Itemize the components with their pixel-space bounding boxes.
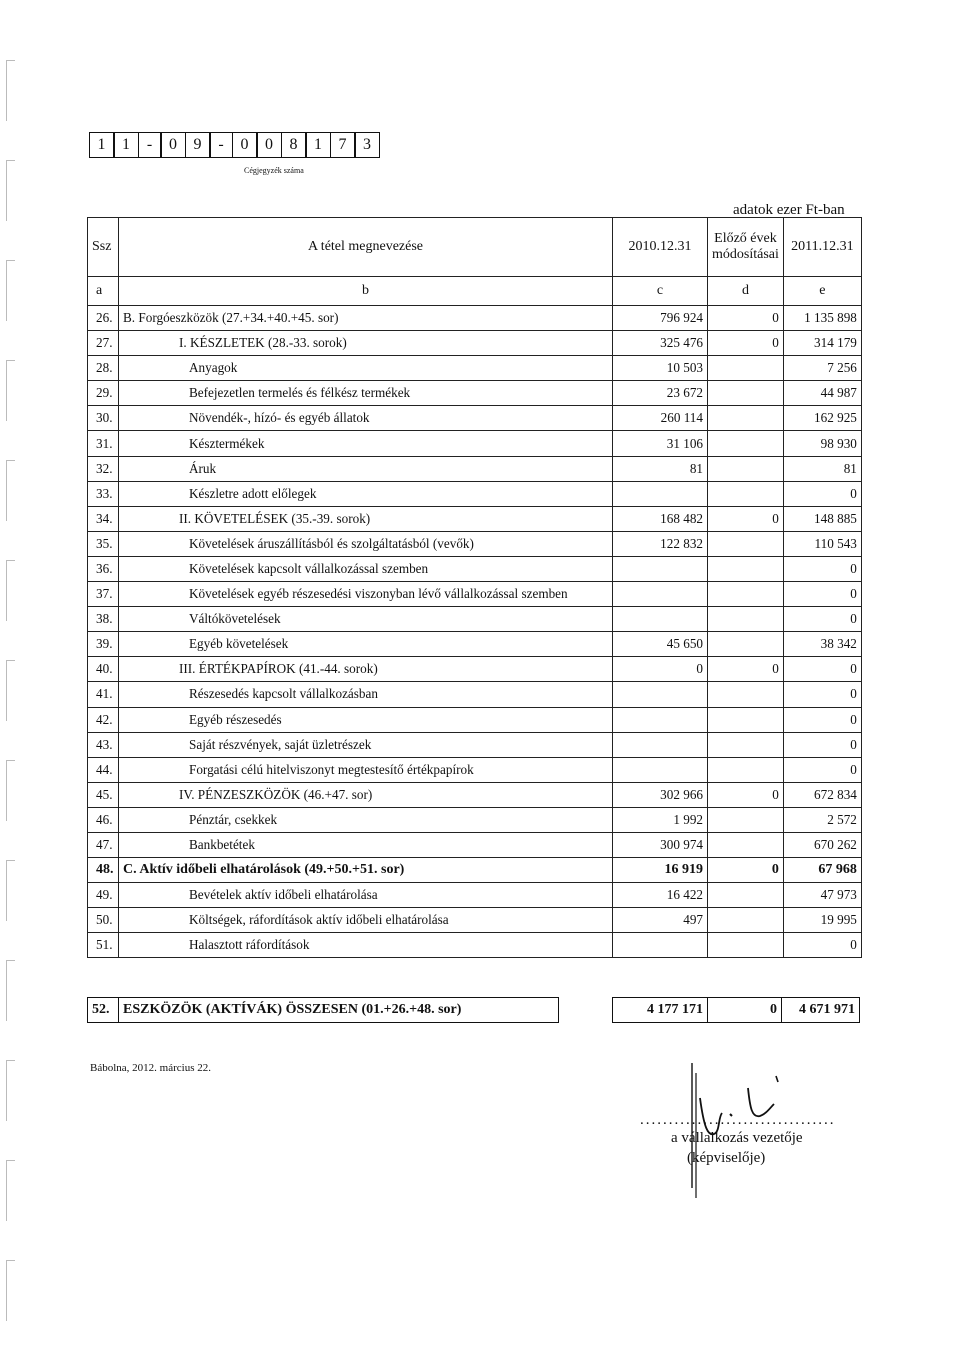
value-2011: 38 342 (783, 632, 861, 657)
value-2011: 314 179 (783, 331, 861, 356)
name-cell: Költségek, ráfordítások aktív időbeli elhatárolása (119, 908, 613, 933)
value-2011: 0 (783, 682, 861, 707)
ssz-cell: 32. (88, 456, 119, 481)
value-modification (708, 757, 784, 782)
table-row (88, 431, 862, 456)
name-cell: Áruk (119, 456, 613, 481)
table-row (88, 531, 862, 556)
table-row (88, 782, 862, 807)
place-date: Bábolna, 2012. március 22. (90, 1062, 211, 1074)
name-cell: I. KÉSZLETEK (28.-33. sorok) (119, 331, 613, 356)
value-2011: 672 834 (783, 782, 861, 807)
table-row (88, 832, 862, 857)
header-name: A tétel megnevezése (119, 218, 613, 277)
value-2011: 7 256 (783, 356, 861, 381)
value-2010: 45 650 (613, 632, 708, 657)
name-cell: Készletre adott előlegek (119, 481, 613, 506)
ssz-cell: 28. (88, 356, 119, 381)
table-row (88, 883, 862, 908)
total-col-c: 4 177 171 (613, 998, 708, 1023)
value-2011: 0 (783, 707, 861, 732)
header-col-e: 2011.12.31 (783, 218, 861, 277)
table-row (88, 506, 862, 531)
value-2011: 0 (783, 933, 861, 958)
registration-caption: Cégjegyzék száma (244, 166, 304, 175)
value-modification (708, 481, 784, 506)
signature-dots: .................................. (640, 1112, 836, 1128)
ssz-cell: 42. (88, 707, 119, 732)
total-col-e: 4 671 971 (782, 998, 860, 1023)
registration-digit: - (138, 132, 162, 158)
ssz-cell: 30. (88, 406, 119, 431)
name-cell: Követelések kapcsolt vállalkozással szemben (119, 556, 613, 581)
value-modification (708, 356, 784, 381)
name-cell: Bankbetétek (119, 832, 613, 857)
table-row (88, 732, 862, 757)
value-modification (708, 406, 784, 431)
value-modification: 0 (708, 306, 784, 331)
registration-digit: - (209, 132, 233, 158)
name-cell: Késztermékek (119, 431, 613, 456)
ssz-cell: 46. (88, 807, 119, 832)
ssz-cell: 37. (88, 582, 119, 607)
total-row (88, 998, 860, 1023)
header-ssz: Ssz (88, 218, 119, 277)
unit-note: adatok ezer Ft-ban (733, 202, 845, 218)
name-cell: Növendék-, hízó- és egyéb állatok (119, 406, 613, 431)
header-col-d-line2: módosításai (712, 247, 779, 262)
value-2011: 44 987 (783, 381, 861, 406)
value-modification (708, 556, 784, 581)
name-cell: Anyagok (119, 356, 613, 381)
value-2010 (613, 556, 708, 581)
table-row (88, 657, 862, 682)
table-row (88, 456, 862, 481)
letter-b: b (119, 277, 613, 306)
value-modification (708, 732, 784, 757)
total-name: ESZKÖZÖK (AKTÍVÁK) ÖSSZESEN (01.+26.+48. sor) (119, 998, 559, 1023)
value-modification (708, 832, 784, 857)
name-cell: Pénztár, csekkek (119, 807, 613, 832)
table-row (88, 682, 862, 707)
ssz-cell: 35. (88, 531, 119, 556)
ssz-cell: 40. (88, 657, 119, 682)
value-2010 (613, 582, 708, 607)
value-modification: 0 (708, 858, 784, 883)
ssz-cell: 38. (88, 607, 119, 632)
value-2010: 16 422 (613, 883, 708, 908)
value-modification (708, 807, 784, 832)
value-2011: 0 (783, 607, 861, 632)
table-row (88, 556, 862, 581)
table-row (88, 481, 862, 506)
value-2010: 168 482 (613, 506, 708, 531)
value-modification (708, 456, 784, 481)
value-modification (708, 682, 784, 707)
name-cell: C. Aktív időbeli elhatárolások (49.+50.+51. sor) (119, 858, 613, 883)
value-modification (708, 908, 784, 933)
letter-d: d (708, 277, 784, 306)
value-modification (708, 431, 784, 456)
value-2011: 0 (783, 732, 861, 757)
name-cell: Halasztott ráfordítások (119, 933, 613, 958)
ssz-cell: 31. (88, 431, 119, 456)
name-cell: Követelések áruszállításból és szolgáltatásból (vevők) (119, 531, 613, 556)
value-modification: 0 (708, 782, 784, 807)
value-2011: 0 (783, 657, 861, 682)
value-modification (708, 607, 784, 632)
ssz-cell: 50. (88, 908, 119, 933)
table-row (88, 807, 862, 832)
column-letters-row (88, 277, 862, 306)
total-gap (559, 998, 613, 1023)
table-row (88, 406, 862, 431)
letter-a: a (88, 277, 119, 306)
value-modification: 0 (708, 331, 784, 356)
value-2011: 47 973 (783, 883, 861, 908)
header-col-d-line1: Előző évek (714, 231, 777, 246)
name-cell: Váltókövetelések (119, 607, 613, 632)
value-2010 (613, 732, 708, 757)
table-row (88, 933, 862, 958)
value-2010: 23 672 (613, 381, 708, 406)
registration-digit: 8 (281, 132, 307, 158)
ssz-cell: 45. (88, 782, 119, 807)
registration-digit: 1 (113, 132, 139, 158)
signature-line1: a vállalkozás vezetője (671, 1130, 803, 1146)
value-2010: 300 974 (613, 832, 708, 857)
name-cell: Bevételek aktív időbeli elhatárolása (119, 883, 613, 908)
value-2010 (613, 757, 708, 782)
ssz-cell: 36. (88, 556, 119, 581)
total-ssz: 52. (88, 998, 119, 1023)
table-row (88, 331, 862, 356)
registration-digit: 0 (256, 132, 282, 158)
ssz-cell: 49. (88, 883, 119, 908)
value-2011: 148 885 (783, 506, 861, 531)
registration-digit: 3 (354, 132, 380, 158)
balance-sheet-table (87, 217, 862, 958)
value-2010: 16 919 (613, 858, 708, 883)
value-modification (708, 933, 784, 958)
value-2010: 497 (613, 908, 708, 933)
value-modification (708, 582, 784, 607)
table-row (88, 707, 862, 732)
value-2011: 2 572 (783, 807, 861, 832)
value-2010: 1 992 (613, 807, 708, 832)
value-2011: 670 262 (783, 832, 861, 857)
value-2010: 122 832 (613, 531, 708, 556)
letter-c: c (613, 277, 708, 306)
value-modification (708, 632, 784, 657)
ssz-cell: 34. (88, 506, 119, 531)
value-2011: 0 (783, 481, 861, 506)
value-2010 (613, 481, 708, 506)
value-2010: 302 966 (613, 782, 708, 807)
ssz-cell: 33. (88, 481, 119, 506)
name-cell: Részesedés kapcsolt vállalkozásban (119, 682, 613, 707)
ssz-cell: 39. (88, 632, 119, 657)
registration-digit: 0 (232, 132, 258, 158)
name-cell: Befejezetlen termelés és félkész termékek (119, 381, 613, 406)
ssz-cell: 26. (88, 306, 119, 331)
value-2010 (613, 933, 708, 958)
value-2011: 0 (783, 582, 861, 607)
value-2010: 260 114 (613, 406, 708, 431)
value-2011: 1 135 898 (783, 306, 861, 331)
name-cell: Egyéb részesedés (119, 707, 613, 732)
total-col-d: 0 (708, 998, 782, 1023)
ssz-cell: 48. (88, 858, 119, 883)
table-row (88, 858, 862, 883)
total-row-table (87, 997, 860, 1023)
value-2011: 0 (783, 556, 861, 581)
value-modification (708, 531, 784, 556)
table-header-row (88, 218, 862, 277)
registration-digit: 1 (89, 132, 115, 158)
table-row (88, 607, 862, 632)
table-row (88, 757, 862, 782)
registration-digit: 9 (185, 132, 211, 158)
ssz-cell: 51. (88, 933, 119, 958)
table-row (88, 582, 862, 607)
ssz-cell: 43. (88, 732, 119, 757)
name-cell: Egyéb követelések (119, 632, 613, 657)
value-2010: 81 (613, 456, 708, 481)
header-col-d (708, 218, 784, 277)
value-2010: 0 (613, 657, 708, 682)
signature-line2: (képviselője) (687, 1150, 766, 1166)
name-cell: II. KÖVETELÉSEK (35.-39. sorok) (119, 506, 613, 531)
table-row (88, 381, 862, 406)
value-2011: 162 925 (783, 406, 861, 431)
table-row (88, 356, 862, 381)
ssz-cell: 47. (88, 832, 119, 857)
registration-digit: 0 (160, 132, 186, 158)
table-row (88, 632, 862, 657)
value-modification (708, 707, 784, 732)
value-2011: 81 (783, 456, 861, 481)
ssz-cell: 44. (88, 757, 119, 782)
value-2011: 0 (783, 757, 861, 782)
value-2010 (613, 607, 708, 632)
name-cell: Forgatási célú hitelviszonyt megtestesítő értékpapírok (119, 757, 613, 782)
value-modification (708, 381, 784, 406)
value-2010: 796 924 (613, 306, 708, 331)
value-2010: 325 476 (613, 331, 708, 356)
ssz-cell: 41. (88, 682, 119, 707)
name-cell: III. ÉRTÉKPAPÍROK (41.-44. sorok) (119, 657, 613, 682)
registration-digit: 1 (305, 132, 331, 158)
header-col-c: 2010.12.31 (613, 218, 708, 277)
binder-marks (6, 40, 20, 1340)
value-modification (708, 883, 784, 908)
ssz-cell: 27. (88, 331, 119, 356)
value-2010 (613, 707, 708, 732)
name-cell: Követelések egyéb részesedési viszonyban lévő vállalkozással szemben (119, 582, 613, 607)
value-2011: 19 995 (783, 908, 861, 933)
ssz-cell: 29. (88, 381, 119, 406)
value-modification: 0 (708, 657, 784, 682)
value-2011: 98 930 (783, 431, 861, 456)
registration-number-boxes (90, 132, 380, 158)
letter-e: e (783, 277, 861, 306)
value-2011: 110 543 (783, 531, 861, 556)
registration-digit: 7 (330, 132, 356, 158)
table-row (88, 908, 862, 933)
value-2010: 31 106 (613, 431, 708, 456)
value-2010 (613, 682, 708, 707)
name-cell: B. Forgóeszközök (27.+34.+40.+45. sor) (119, 306, 613, 331)
value-2011: 67 968 (783, 858, 861, 883)
name-cell: Saját részvények, saját üzletrészek (119, 732, 613, 757)
table-row (88, 306, 862, 331)
value-2010: 10 503 (613, 356, 708, 381)
value-modification: 0 (708, 506, 784, 531)
name-cell: IV. PÉNZESZKÖZÖK (46.+47. sor) (119, 782, 613, 807)
